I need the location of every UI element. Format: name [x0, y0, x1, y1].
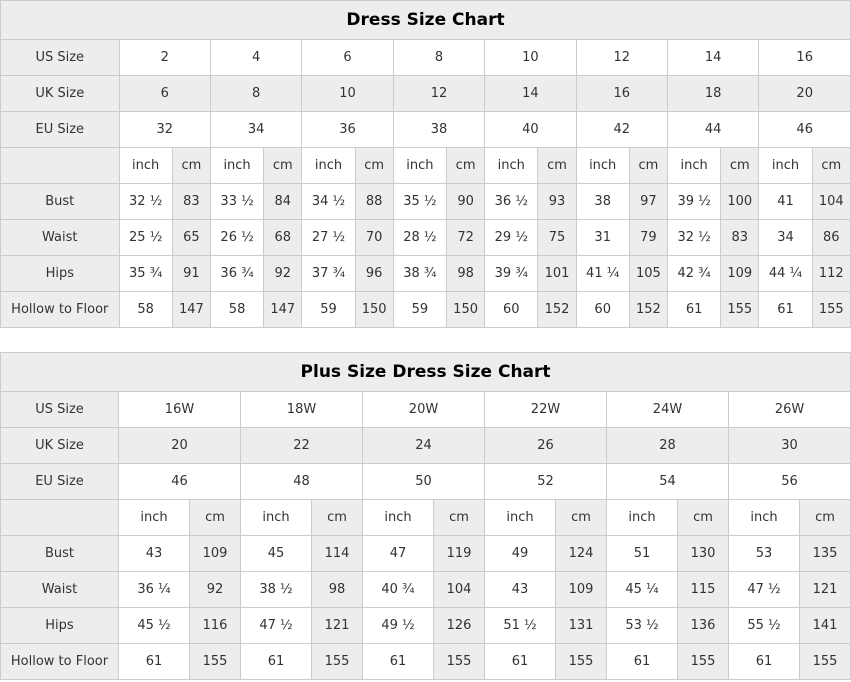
inch-value-cell: 49 — [485, 536, 556, 572]
inch-value-cell: 32 ½ — [667, 220, 720, 256]
row-label-cell: Hips — [1, 256, 120, 292]
inch-value-cell: 49 ½ — [363, 608, 434, 644]
unit-cm-cell: cm — [556, 500, 607, 536]
unit-cm-cell: cm — [264, 148, 302, 184]
cm-value-cell: 98 — [447, 256, 485, 292]
size-value-cell: 34 — [210, 112, 301, 148]
row-label-cell: UK Size — [1, 76, 120, 112]
cm-value-cell: 79 — [629, 220, 667, 256]
size-row — [1, 428, 851, 464]
measurement-row — [1, 184, 851, 220]
size-value-cell: 8 — [393, 40, 484, 76]
cm-value-cell: 114 — [312, 536, 363, 572]
cm-value-cell: 147 — [264, 292, 302, 328]
inch-value-cell: 61 — [485, 644, 556, 680]
cm-value-cell: 155 — [434, 644, 485, 680]
size-value-cell: 4 — [210, 40, 301, 76]
row-label-cell: Hips — [1, 608, 119, 644]
size-value-cell: 42 — [576, 112, 667, 148]
unit-inch-cell: inch — [241, 500, 312, 536]
inch-value-cell: 45 ¼ — [607, 572, 678, 608]
unit-cm-cell: cm — [312, 500, 363, 536]
size-value-cell: 14 — [667, 40, 758, 76]
unit-inch-cell: inch — [393, 148, 446, 184]
inch-value-cell: 41 — [759, 184, 812, 220]
inch-value-cell: 35 ½ — [393, 184, 446, 220]
unit-inch-cell: inch — [576, 148, 629, 184]
inch-value-cell: 58 — [210, 292, 263, 328]
unit-inch-cell: inch — [210, 148, 263, 184]
cm-value-cell: 92 — [190, 572, 241, 608]
size-value-cell: 28 — [607, 428, 729, 464]
unit-row — [1, 500, 851, 536]
cm-value-cell: 97 — [629, 184, 667, 220]
row-label-cell: EU Size — [1, 464, 119, 500]
inch-value-cell: 28 ½ — [393, 220, 446, 256]
cm-value-cell: 130 — [678, 536, 729, 572]
cm-value-cell: 109 — [556, 572, 607, 608]
row-label-cell: Hollow to Floor — [1, 292, 120, 328]
cm-value-cell: 109 — [721, 256, 759, 292]
inch-value-cell: 35 ¾ — [119, 256, 172, 292]
cm-value-cell: 150 — [355, 292, 393, 328]
inch-value-cell: 61 — [119, 644, 190, 680]
inch-value-cell: 61 — [363, 644, 434, 680]
unit-row-label-cell — [1, 500, 119, 536]
size-value-cell: 22W — [485, 392, 607, 428]
cm-value-cell: 147 — [172, 292, 210, 328]
row-label-cell: Hollow to Floor — [1, 644, 119, 680]
size-value-cell: 32 — [119, 112, 210, 148]
cm-value-cell: 121 — [312, 608, 363, 644]
size-value-cell: 26W — [729, 392, 851, 428]
inch-value-cell: 51 ½ — [485, 608, 556, 644]
inch-value-cell: 36 ¾ — [210, 256, 263, 292]
cm-value-cell: 90 — [447, 184, 485, 220]
inch-value-cell: 32 ½ — [119, 184, 172, 220]
inch-value-cell: 53 — [729, 536, 800, 572]
row-label-cell: Waist — [1, 572, 119, 608]
size-value-cell: 24 — [363, 428, 485, 464]
table-title: Plus Size Dress Size Chart — [1, 353, 851, 392]
inch-value-cell: 47 ½ — [241, 608, 312, 644]
measurement-row — [1, 256, 851, 292]
row-label-cell: US Size — [1, 40, 120, 76]
inch-value-cell: 60 — [485, 292, 538, 328]
cm-value-cell: 84 — [264, 184, 302, 220]
size-value-cell: 52 — [485, 464, 607, 500]
size-value-cell: 24W — [607, 392, 729, 428]
cm-value-cell: 70 — [355, 220, 393, 256]
size-value-cell: 18 — [667, 76, 758, 112]
size-value-cell: 40 — [485, 112, 576, 148]
cm-value-cell: 83 — [721, 220, 759, 256]
inch-value-cell: 38 — [576, 184, 629, 220]
cm-value-cell: 155 — [312, 644, 363, 680]
inch-value-cell: 61 — [607, 644, 678, 680]
inch-value-cell: 39 ½ — [667, 184, 720, 220]
title-row — [1, 353, 851, 392]
plus-size-dress-size-chart-table — [0, 352, 851, 680]
cm-value-cell: 72 — [447, 220, 485, 256]
cm-value-cell: 112 — [812, 256, 850, 292]
cm-value-cell: 93 — [538, 184, 576, 220]
cm-value-cell: 105 — [629, 256, 667, 292]
inch-value-cell: 38 ¾ — [393, 256, 446, 292]
measurement-row — [1, 572, 851, 608]
cm-value-cell: 91 — [172, 256, 210, 292]
size-value-cell: 22 — [241, 428, 363, 464]
inch-value-cell: 42 ¾ — [667, 256, 720, 292]
unit-cm-cell: cm — [721, 148, 759, 184]
cm-value-cell: 136 — [678, 608, 729, 644]
size-value-cell: 30 — [729, 428, 851, 464]
inch-value-cell: 25 ½ — [119, 220, 172, 256]
size-row — [1, 76, 851, 112]
cm-value-cell: 65 — [172, 220, 210, 256]
row-label-cell: EU Size — [1, 112, 120, 148]
size-value-cell: 54 — [607, 464, 729, 500]
cm-value-cell: 83 — [172, 184, 210, 220]
size-value-cell: 2 — [119, 40, 210, 76]
row-label-cell: Waist — [1, 220, 120, 256]
cm-value-cell: 96 — [355, 256, 393, 292]
cm-value-cell: 104 — [812, 184, 850, 220]
inch-value-cell: 45 — [241, 536, 312, 572]
size-value-cell: 44 — [667, 112, 758, 148]
unit-inch-cell: inch — [363, 500, 434, 536]
cm-value-cell: 155 — [812, 292, 850, 328]
measurement-row — [1, 292, 851, 328]
inch-value-cell: 44 ¼ — [759, 256, 812, 292]
cm-value-cell: 141 — [800, 608, 851, 644]
size-value-cell: 12 — [393, 76, 484, 112]
cm-value-cell: 152 — [538, 292, 576, 328]
inch-value-cell: 47 ½ — [729, 572, 800, 608]
inch-value-cell: 36 ¼ — [119, 572, 190, 608]
inch-value-cell: 43 — [485, 572, 556, 608]
size-value-cell: 16W — [119, 392, 241, 428]
cm-value-cell: 126 — [434, 608, 485, 644]
inch-value-cell: 31 — [576, 220, 629, 256]
cm-value-cell: 115 — [678, 572, 729, 608]
inch-value-cell: 40 ¾ — [363, 572, 434, 608]
inch-value-cell: 26 ½ — [210, 220, 263, 256]
cm-value-cell: 152 — [629, 292, 667, 328]
inch-value-cell: 45 ½ — [119, 608, 190, 644]
dress-size-chart-table — [0, 0, 851, 328]
inch-value-cell: 38 ½ — [241, 572, 312, 608]
unit-inch-cell: inch — [607, 500, 678, 536]
inch-value-cell: 60 — [576, 292, 629, 328]
inch-value-cell: 33 ½ — [210, 184, 263, 220]
cm-value-cell: 155 — [678, 644, 729, 680]
row-label-cell: Bust — [1, 536, 119, 572]
unit-cm-cell: cm — [172, 148, 210, 184]
size-value-cell: 6 — [119, 76, 210, 112]
unit-inch-cell: inch — [119, 148, 172, 184]
size-value-cell: 56 — [729, 464, 851, 500]
size-value-cell: 36 — [302, 112, 393, 148]
unit-inch-cell: inch — [302, 148, 355, 184]
measurement-row — [1, 644, 851, 680]
cm-value-cell: 121 — [800, 572, 851, 608]
cm-value-cell: 75 — [538, 220, 576, 256]
unit-row — [1, 148, 851, 184]
unit-row-label-cell — [1, 148, 120, 184]
inch-value-cell: 37 ¾ — [302, 256, 355, 292]
size-row — [1, 464, 851, 500]
cm-value-cell: 104 — [434, 572, 485, 608]
size-value-cell: 50 — [363, 464, 485, 500]
cm-value-cell: 135 — [800, 536, 851, 572]
cm-value-cell: 116 — [190, 608, 241, 644]
cm-value-cell: 155 — [190, 644, 241, 680]
unit-cm-cell: cm — [434, 500, 485, 536]
cm-value-cell: 119 — [434, 536, 485, 572]
cm-value-cell: 155 — [800, 644, 851, 680]
inch-value-cell: 61 — [667, 292, 720, 328]
unit-cm-cell: cm — [629, 148, 667, 184]
inch-value-cell: 39 ¾ — [485, 256, 538, 292]
inch-value-cell: 55 ½ — [729, 608, 800, 644]
size-row — [1, 112, 851, 148]
inch-value-cell: 43 — [119, 536, 190, 572]
inch-value-cell: 59 — [302, 292, 355, 328]
cm-value-cell: 68 — [264, 220, 302, 256]
unit-inch-cell: inch — [119, 500, 190, 536]
inch-value-cell: 36 ½ — [485, 184, 538, 220]
inch-value-cell: 27 ½ — [302, 220, 355, 256]
size-value-cell: 46 — [759, 112, 851, 148]
size-value-cell: 26 — [485, 428, 607, 464]
size-value-cell: 14 — [485, 76, 576, 112]
size-value-cell: 48 — [241, 464, 363, 500]
inch-value-cell: 61 — [241, 644, 312, 680]
inch-value-cell: 47 — [363, 536, 434, 572]
cm-value-cell: 101 — [538, 256, 576, 292]
unit-cm-cell: cm — [678, 500, 729, 536]
size-value-cell: 20 — [119, 428, 241, 464]
cm-value-cell: 92 — [264, 256, 302, 292]
inch-value-cell: 58 — [119, 292, 172, 328]
measurement-row — [1, 220, 851, 256]
inch-value-cell: 59 — [393, 292, 446, 328]
inch-value-cell: 53 ½ — [607, 608, 678, 644]
measurement-row — [1, 608, 851, 644]
size-value-cell: 10 — [485, 40, 576, 76]
size-value-cell: 16 — [759, 40, 851, 76]
unit-inch-cell: inch — [485, 148, 538, 184]
unit-inch-cell: inch — [759, 148, 812, 184]
cm-value-cell: 98 — [312, 572, 363, 608]
inch-value-cell: 34 — [759, 220, 812, 256]
cm-value-cell: 131 — [556, 608, 607, 644]
unit-inch-cell: inch — [729, 500, 800, 536]
size-value-cell: 20W — [363, 392, 485, 428]
measurement-row — [1, 536, 851, 572]
inch-value-cell: 34 ½ — [302, 184, 355, 220]
unit-cm-cell: cm — [800, 500, 851, 536]
inch-value-cell: 41 ¼ — [576, 256, 629, 292]
size-row — [1, 40, 851, 76]
inch-value-cell: 61 — [729, 644, 800, 680]
unit-inch-cell: inch — [485, 500, 556, 536]
row-label-cell: US Size — [1, 392, 119, 428]
cm-value-cell: 100 — [721, 184, 759, 220]
cm-value-cell: 109 — [190, 536, 241, 572]
unit-cm-cell: cm — [538, 148, 576, 184]
title-row — [1, 1, 851, 40]
size-value-cell: 46 — [119, 464, 241, 500]
size-value-cell: 10 — [302, 76, 393, 112]
cm-value-cell: 88 — [355, 184, 393, 220]
inch-value-cell: 61 — [759, 292, 812, 328]
inch-value-cell: 29 ½ — [485, 220, 538, 256]
size-value-cell: 20 — [759, 76, 851, 112]
cm-value-cell: 155 — [556, 644, 607, 680]
size-value-cell: 6 — [302, 40, 393, 76]
cm-value-cell: 155 — [721, 292, 759, 328]
size-value-cell: 18W — [241, 392, 363, 428]
unit-inch-cell: inch — [667, 148, 720, 184]
cm-value-cell: 124 — [556, 536, 607, 572]
row-label-cell: UK Size — [1, 428, 119, 464]
unit-cm-cell: cm — [190, 500, 241, 536]
size-row — [1, 392, 851, 428]
table-title: Dress Size Chart — [1, 1, 851, 40]
size-value-cell: 8 — [210, 76, 301, 112]
cm-value-cell: 150 — [447, 292, 485, 328]
cm-value-cell: 86 — [812, 220, 850, 256]
inch-value-cell: 51 — [607, 536, 678, 572]
size-value-cell: 12 — [576, 40, 667, 76]
row-label-cell: Bust — [1, 184, 120, 220]
unit-cm-cell: cm — [355, 148, 393, 184]
unit-cm-cell: cm — [447, 148, 485, 184]
size-value-cell: 38 — [393, 112, 484, 148]
size-value-cell: 16 — [576, 76, 667, 112]
unit-cm-cell: cm — [812, 148, 850, 184]
